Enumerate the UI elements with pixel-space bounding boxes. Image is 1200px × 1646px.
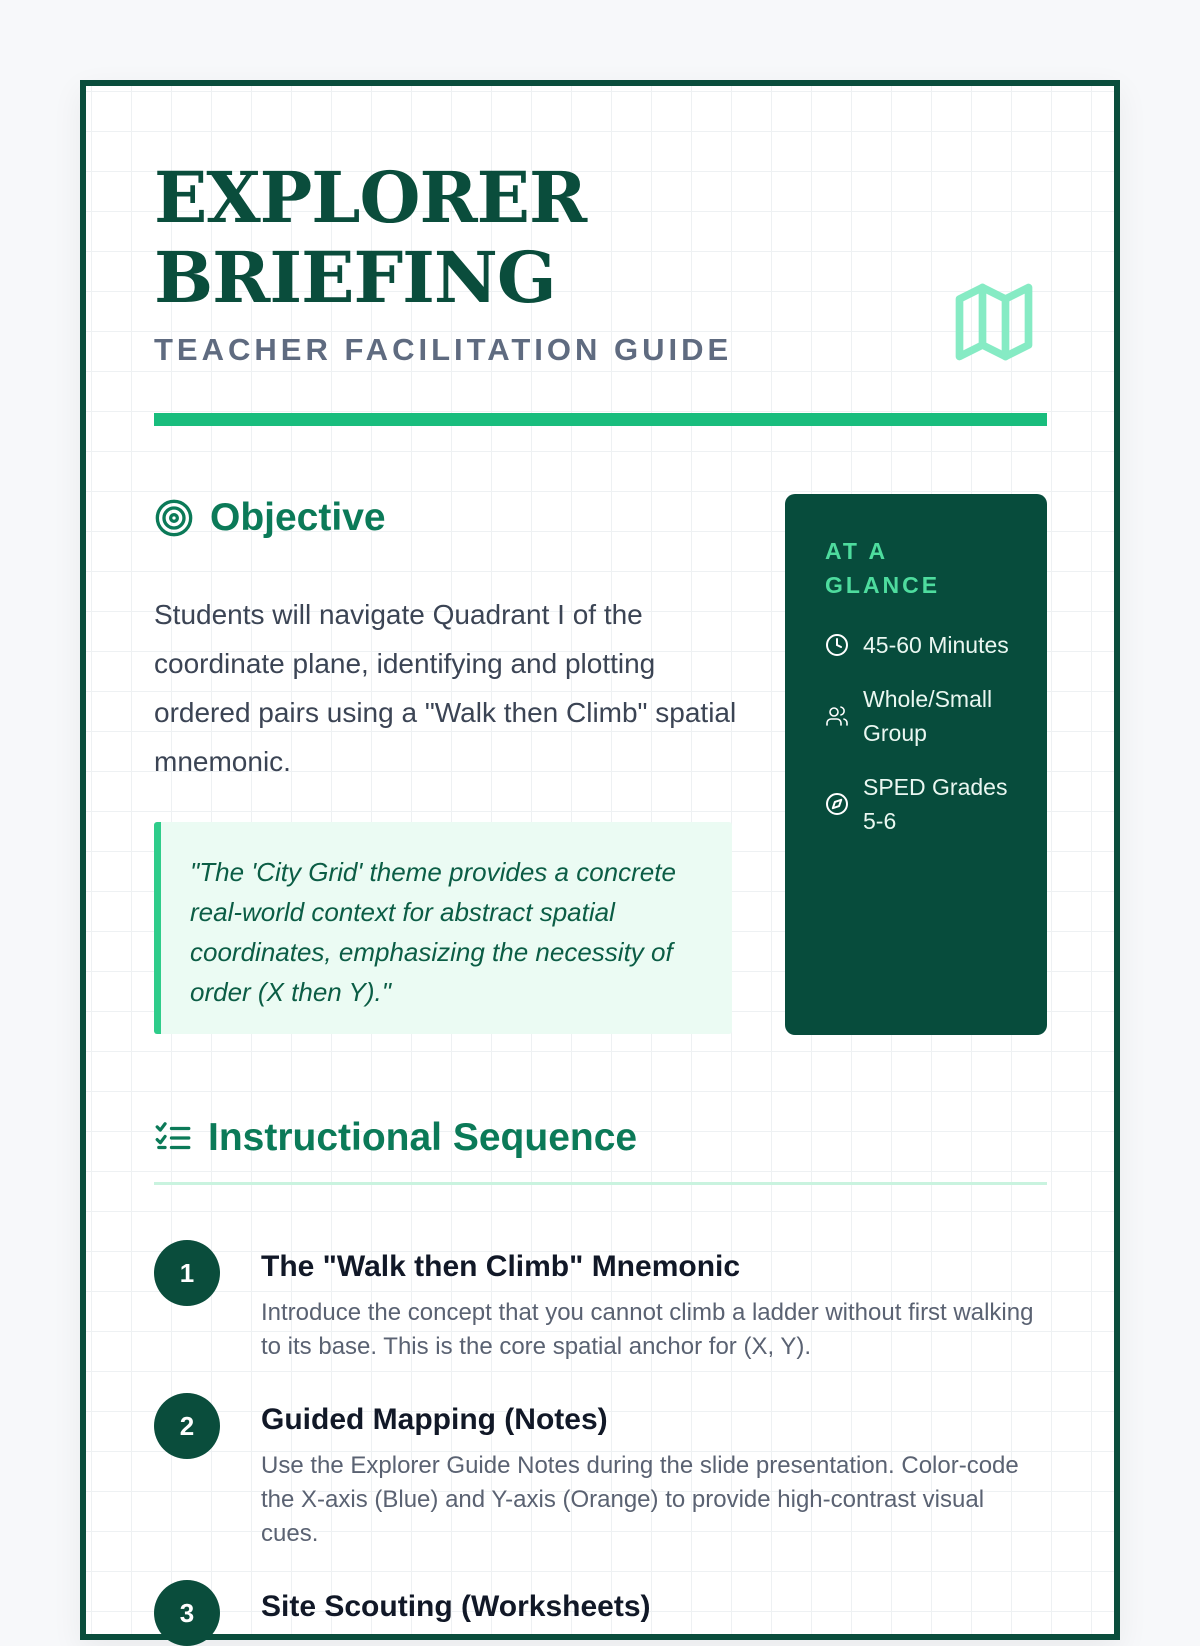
glance-duration-text: 45-60 Minutes — [863, 632, 1009, 658]
objective-heading — [154, 496, 386, 540]
objective-text: Students will navigate Quadrant I of the coordinate plane, identifying and plotting ordered pairs using a "Walk then Climb" spatial mnemonic. — [154, 599, 737, 777]
map-icon — [948, 276, 1040, 368]
checklist-icon — [154, 1119, 192, 1157]
glance-grouping-text: Whole/Small Group — [863, 686, 993, 746]
at-a-glance-panel — [785, 494, 1047, 1035]
step-number-badge: 2 — [154, 1393, 220, 1459]
page-subtitle: TEACHER FACILITATION GUIDE — [154, 332, 733, 367]
step-title: Guided Mapping (Notes) — [261, 1403, 608, 1436]
instructional-sequence-heading — [154, 1116, 637, 1160]
step-title: Site Scouting (Worksheets) — [261, 1590, 651, 1623]
step-number-badge: 3 — [154, 1580, 220, 1646]
compass-icon — [825, 792, 849, 816]
users-icon — [825, 704, 849, 728]
header-divider — [154, 413, 1047, 426]
glance-audience-text: SPED Grades 5-6 — [863, 774, 1008, 834]
glance-audience — [825, 770, 1017, 838]
sequence-divider — [154, 1182, 1047, 1185]
glance-grouping — [825, 682, 1017, 750]
clock-icon — [825, 633, 849, 657]
context-quote-text: "The 'City Grid' theme provides a concrete real-world context for abstract spatial coordinates, emphasizing the necessity of order (X then Y)." — [190, 857, 676, 1007]
step-number-badge: 1 — [154, 1240, 220, 1306]
step-title: The "Walk then Climb" Mnemonic — [261, 1250, 741, 1283]
context-quote — [154, 822, 732, 1034]
glance-duration — [825, 628, 1017, 662]
at-a-glance-title: AT A GLANCE — [825, 538, 941, 598]
target-icon — [154, 498, 194, 538]
instructional-sequence-label: Instructional Sequence — [208, 1116, 638, 1159]
step-description: Use the Explorer Guide Notes during the slide presentation. Color-code the X-axis (Blue) and Y-axis (Orange) to provide high-contrast visual cues. — [261, 1452, 1019, 1547]
page-title: EXPLORER BRIEFING — [154, 156, 587, 319]
objective-heading-label: Objective — [210, 496, 386, 539]
step-description: Introduce the concept that you cannot climb a ladder without first walking to its base. This is the core spatial anchor for (X, Y). — [261, 1299, 1034, 1360]
